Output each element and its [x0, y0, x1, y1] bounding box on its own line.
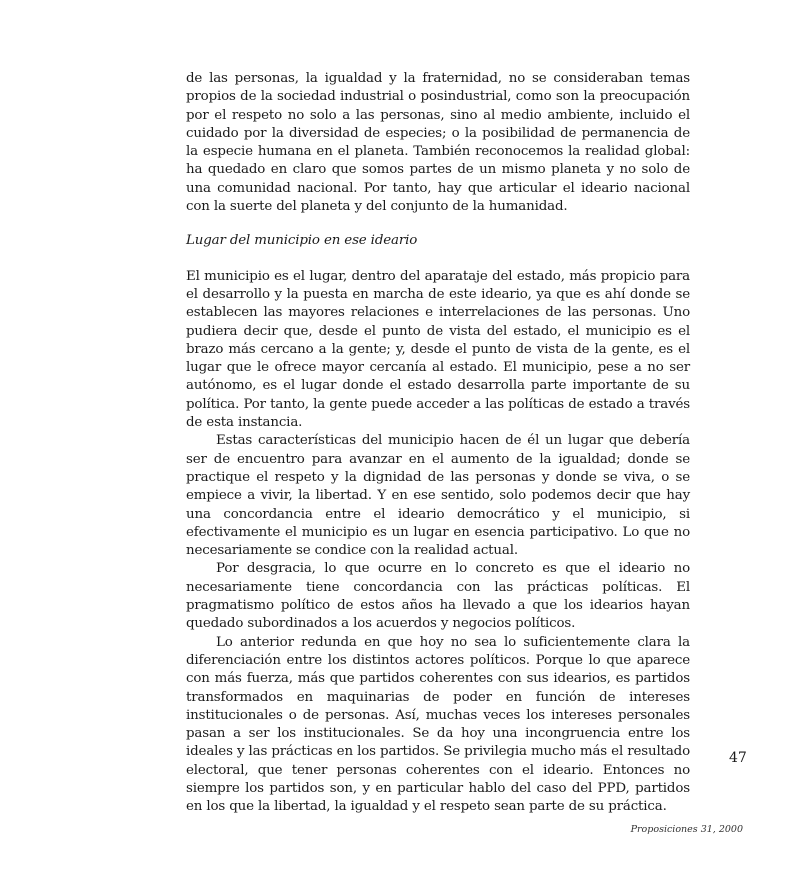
paragraph: Lo anterior redunda en que hoy no sea lo suficientemente clara la diferenciación entre los distintos actores políticos. Porque lo que aparece con más fuerza, más que partidos coherentes con sus idearios, es partidos transformados en maquinarias de poder en función de intereses institucionales o de personas. Así, muchas veces los intereses personales pasan a ser los institucionales. Se da hoy una incongruencia entre los ideales y las prácticas en los partidos. Se privilegia mucho más el resultado electoral, que tener personas coherentes con el ideario. Entonces no siempre los partidos son, y en particular hablo del caso del PPD, partidos en los que la libertad, la igualdad y el respeto sean parte de su práctica. — [186, 634, 690, 815]
page-number: 47 — [729, 750, 747, 766]
running-footer: Proposiciones 31, 2000 — [630, 824, 743, 835]
section-heading: Lugar del municipio en ese ideario — [186, 233, 418, 249]
body-text — [186, 70, 690, 817]
paragraph: Estas características del municipio hacen de él un lugar que debería ser de encuentro para avanzar en el aumento de la igualdad; donde se practique el respeto y la dignidad de las personas y donde se viva, o se empiece a vivir, la libertad. Y en ese sentido, solo podemos decir que hay una concordancia entre el ideario democrático y el municipio, si efectivamente el municipio es un lugar en esencia participativo. Lo que no necesariamente se condice con la realidad actual. — [186, 433, 690, 559]
paragraph-continued: de las personas, la igualdad y la fraternidad, no se consideraban temas propios de la sociedad industrial o posindustrial, como son la preocupación por el respeto no solo a las personas, sino al medio ambiente, incluido el cuidado por la diversidad de especies; o la posibilidad de permanencia de la especie humana en el planeta. También reconocemos la realidad global: ha quedado en claro que somos partes de un mismo planeta y no solo de una comunidad nacional. Por tanto, hay que articular el ideario nacional con la suerte del planeta y del conjunto de la humanidad. — [186, 71, 690, 215]
paragraph: Por desgracia, lo que ocurre en lo concreto es que el ideario no necesariamente tiene concordancia con las prácticas políticas. El pragmatismo político de estos años ha llevado a que los idearios hayan quedado subordinados a los acuerdos y negocios políticos. — [186, 561, 690, 632]
paragraph: El municipio es el lugar, dentro del aparataje del estado, más propicio para el desarrollo y la puesta en marcha de este ideario, ya que es ahí donde se establecen las mayores relaciones e interrelaciones de las personas. Uno pudiera decir que, desde el punto de vista del estado, el municipio es el brazo más cercano a la gente; y, desde el punto de vista de la gente, es el lugar que le ofrece mayor cercanía al estado. El municipio, pese a no ser autónomo, es el lugar donde el estado desarrolla parte importante de su política. Por tanto, la gente puede acceder a las políticas de estado a través de esta instancia. — [186, 268, 690, 431]
